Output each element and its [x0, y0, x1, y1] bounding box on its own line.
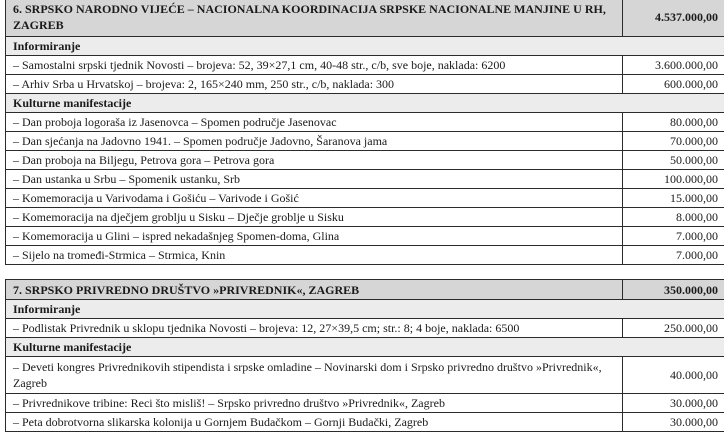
category-row [6, 300, 724, 319]
category-row [6, 338, 724, 357]
table-row [6, 208, 724, 227]
item-amount: 250.000,00 [623, 319, 724, 338]
organization-row [6, 0, 724, 37]
organization-row [6, 280, 724, 300]
item-amount: 600.000,00 [623, 75, 724, 94]
table-row [6, 394, 724, 413]
item-description: – Dan ustanka u Srbu – Spomenik ustanku, Srb [6, 170, 623, 189]
item-description: – Arhiv Srba u Hrvatskoj – brojeva: 2, 165×240 mm, 250 str., c/b, naklada: 300 [6, 75, 623, 94]
table-row [6, 75, 724, 94]
table-row [6, 56, 724, 75]
item-amount: 80.000,00 [623, 113, 724, 132]
item-amount: 70.000,00 [623, 132, 724, 151]
item-description: – Komemoracija u Varivodama i Gošiću – Varivode i Gošić [6, 189, 623, 208]
item-description: – Privrednikove tribine: Reci što misliš! – Srpsko privredno društvo »Privrednik«, Zagreb [6, 394, 623, 413]
item-description: – Podlistak Privrednik u sklopu tjednika Novosti – brojeva: 12, 27×39,5 cm; str.: 8; 4 boje, naklada: 6500 [6, 319, 623, 338]
organization-total: 4.537.000,00 [623, 0, 724, 37]
item-amount: 15.000,00 [623, 189, 724, 208]
table-row [6, 170, 724, 189]
item-amount: 40.000,00 [623, 357, 724, 394]
item-description: – Komemoracija na dječjem groblju u Sisku – Dječje groblje u Sisku [6, 208, 623, 227]
item-amount: 7.000,00 [623, 246, 724, 265]
organization-title: 7. SRPSKO PRIVREDNO DRUŠTVO »PRIVREDNIK«, ZAGREB [6, 280, 623, 300]
section-spacer [6, 265, 724, 280]
item-description: – Dan sjećanja na Jadovno 1941. – Spomen područje Jadovno, Šaranova jama [6, 132, 623, 151]
item-amount: 7.000,00 [623, 227, 724, 246]
table-row [6, 151, 724, 170]
category-row [6, 37, 724, 56]
table-row [6, 413, 724, 432]
item-amount: 8.000,00 [623, 208, 724, 227]
organization-total: 350.000,00 [623, 280, 724, 300]
item-description: – Samostalni srpski tjednik Novosti – brojeva: 52, 39×27,1 cm, 40-48 str., c/b, sve boje, naklada: 6200 [6, 56, 623, 75]
item-amount: 30.000,00 [623, 394, 724, 413]
item-amount: 100.000,00 [623, 170, 724, 189]
item-amount: 50.000,00 [623, 151, 724, 170]
item-description: – Sijelo na tromeđi-Strmica – Strmica, Knin [6, 246, 623, 265]
table-row [6, 319, 724, 338]
category-name: Kulturne manifestacije [6, 338, 724, 357]
funding-table [5, 0, 724, 432]
item-description: – Deveti kongres Privrednikovih stipendista i srpske omladine – Novinarski dom i Srpsko privredno društvo »Privrednik«, Zagreb [6, 357, 623, 394]
category-name: Informiranje [6, 37, 724, 56]
table-row [6, 132, 724, 151]
table-row [6, 227, 724, 246]
item-description: – Dan proboja logoraša iz Jasenovca – Spomen područje Jasenovac [6, 113, 623, 132]
table-row [6, 357, 724, 394]
table-row [6, 246, 724, 265]
organization-title: 6. SRPSKO NARODNO VIJEĆE – NACIONALNA KOORDINACIJA SRPSKE NACIONALNE MANJINE U RH, ZAGREB [6, 0, 623, 37]
item-description: – Peta dobrotvorna slikarska kolonija u Gornjem Budačkom – Gornji Budački, Zagreb [6, 413, 623, 432]
item-description: – Dan proboja na Biljegu, Petrova gora – Petrova gora [6, 151, 623, 170]
item-amount: 3.600.000,00 [623, 56, 724, 75]
category-name: Kulturne manifestacije [6, 94, 724, 113]
table-row [6, 189, 724, 208]
category-name: Informiranje [6, 300, 724, 319]
category-row [6, 94, 724, 113]
item-description: – Komemoracija u Glini – ispred nekadašnjeg Spomen-doma, Glina [6, 227, 623, 246]
item-amount: 30.000,00 [623, 413, 724, 432]
table-row [6, 113, 724, 132]
